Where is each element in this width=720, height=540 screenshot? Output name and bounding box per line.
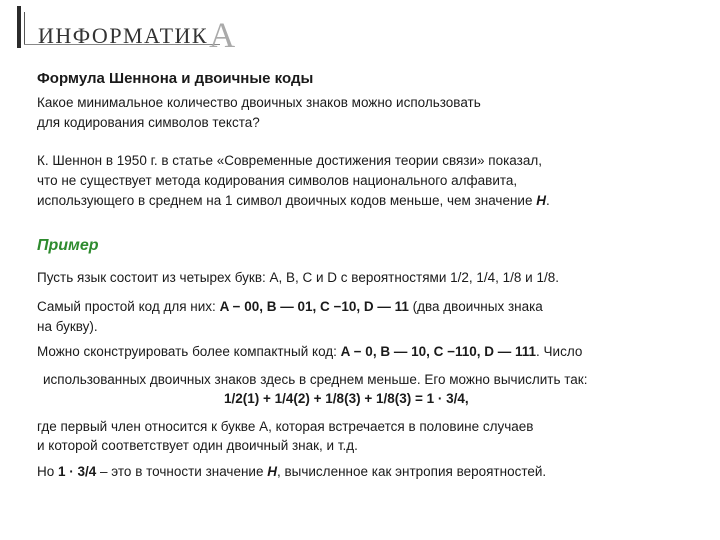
conclusion-middle: – это в точности значение	[96, 464, 268, 479]
shannon-line-1: К. Шеннон в 1950 г. в статье «Современные достижения теории связи» показал,	[37, 153, 542, 168]
conclusion-value: 1 · 3/4	[58, 464, 97, 479]
compact-code: A − 0, B — 10, C −110, D — 111	[340, 344, 537, 359]
explanation-line-1: где первый член относится к букве A, которая встречается в половине случаев	[37, 419, 534, 434]
slide-title: Формула Шеннона и двоичные коды	[37, 70, 314, 87]
simple-code-line-2: на букву).	[37, 319, 98, 334]
conclusion-line	[37, 462, 546, 482]
question-line-2: для кодирования символов текста?	[37, 115, 260, 130]
simple-code-intro: Самый простой код для них:	[37, 299, 220, 314]
simple-code-line-1	[37, 297, 543, 317]
header-bar-thick	[17, 6, 21, 48]
logo	[38, 10, 237, 55]
logo-big-letter: А	[209, 15, 237, 55]
compact-line-1	[37, 342, 582, 362]
question-line-1: Какое минимальное количество двоичных знаков можно использовать	[37, 95, 481, 110]
compact-intro: Можно сконструировать более компактный код:	[37, 344, 341, 359]
simple-code-tail: (два двоичных знака	[408, 299, 543, 314]
entropy-symbol: H	[536, 193, 546, 208]
logo-text: ИНФОРМАТИК	[38, 23, 209, 48]
average-formula: 1/2(1) + 1/4(2) + 1/8(3) + 1/8(3) = 1 · 3/4,	[224, 391, 469, 406]
conclusion-end: , вычисленное как энтропия вероятностей.	[276, 464, 547, 479]
shannon-line-3-end: .	[545, 193, 550, 208]
shannon-line-3	[37, 191, 550, 211]
conclusion-intro: Но	[37, 464, 59, 479]
language-line: Пусть язык состоит из четырех букв: A, B, C и D с вероятностями 1/2, 1/4, 1/8 и 1/8.	[37, 270, 559, 285]
shannon-line-3-text: использующего в среднем на 1 символ двоичных кодов меньше, чем значение	[37, 193, 537, 208]
header-bar-thin	[24, 12, 25, 45]
conclusion-entropy-symbol: H	[267, 464, 277, 479]
compact-line-2: использованных двоичных знаков здесь в среднем меньше. Его можно вычислить так:	[43, 372, 588, 387]
shannon-line-2: что не существует метода кодирования символов национального алфавита,	[37, 173, 518, 188]
compact-tail: . Число	[536, 344, 583, 359]
explanation-line-2: и которой соответствует один двоичный знак, и т.д.	[37, 438, 358, 453]
simple-code: A − 00, B — 01, C −10, D — 11	[219, 299, 409, 314]
example-heading: Пример	[37, 237, 99, 254]
